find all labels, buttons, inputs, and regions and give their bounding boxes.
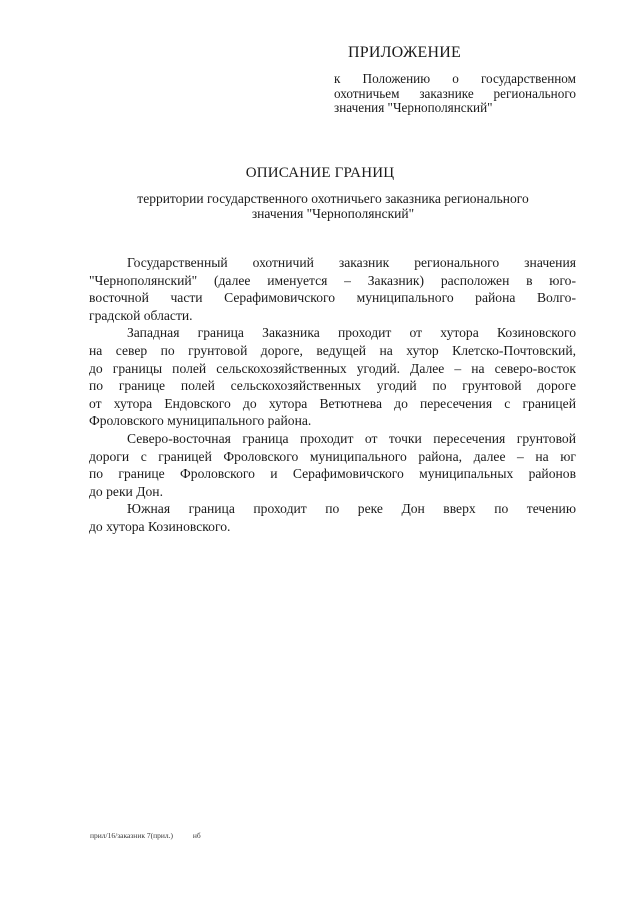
paragraph-line: восточной части Серафимовичского муниципального района Волго-	[89, 290, 576, 306]
appendix-note-line: значения "Чернополянский"	[334, 100, 493, 115]
paragraph-line: по границе полей сельскохозяйственных угодий по грунтовой дороге	[89, 378, 576, 394]
paragraph-line: градской области.	[89, 307, 193, 323]
appendix-note	[334, 72, 576, 116]
paragraph-line: Северо-восточная граница проходит от точки пересечения грунтовой	[127, 430, 576, 446]
document-subtitle-line: территории государственного охотничьего заказника регионального	[137, 191, 529, 206]
paragraph-line: до границы полей сельскохозяйственных угодий. Далее – на северо-восток	[89, 360, 576, 376]
appendix-title: ПРИЛОЖЕНИЕ	[348, 44, 462, 61]
paragraph-line: от хутора Ендовского до хутора Ветютнева до пересечения с границей	[89, 395, 576, 411]
paragraph-line: "Чернополянский" (далее именуется – Заказник) расположен в юго-	[89, 272, 576, 288]
document-body	[89, 254, 576, 536]
footer-initials: нб	[192, 831, 201, 840]
paragraph-line: дороги с границей Фроловского муниципального района, далее – на юг	[89, 448, 576, 464]
document-subtitle-line: значения "Чернополянский"	[251, 205, 415, 221]
paragraph-line: Фроловского муниципального района.	[89, 413, 312, 429]
paragraph	[89, 430, 576, 500]
document-subtitle	[100, 192, 566, 221]
footer-code: прил/16/заказник 7(прил.)	[90, 831, 173, 840]
appendix-note-line: охотничьем заказнике регионального	[334, 85, 576, 101]
appendix-note-line: к Положению о государственном	[334, 71, 576, 86]
paragraph-line: по границе Фроловского и Серафимовичского муниципальных районов	[89, 466, 576, 482]
document-title: ОПИСАНИЕ ГРАНИЦ	[245, 165, 395, 181]
paragraph	[89, 500, 576, 535]
paragraph-line: до хутора Козиновского.	[89, 518, 231, 534]
paragraph-line: Южная граница проходит по реке Дон вверх по течению	[127, 501, 576, 517]
paragraph	[89, 324, 576, 430]
paragraph-line: Государственный охотничий заказник регионального значения	[127, 255, 576, 270]
paragraph-line: до реки Дон.	[89, 483, 163, 499]
paragraph-line: на север по грунтовой дороге, ведущей на хутор Клетско-Почтовский,	[89, 342, 576, 358]
paragraph	[89, 254, 576, 324]
footer	[90, 831, 201, 840]
paragraph-line: Западная граница Заказника проходит от хутора Козиновского	[127, 325, 576, 341]
